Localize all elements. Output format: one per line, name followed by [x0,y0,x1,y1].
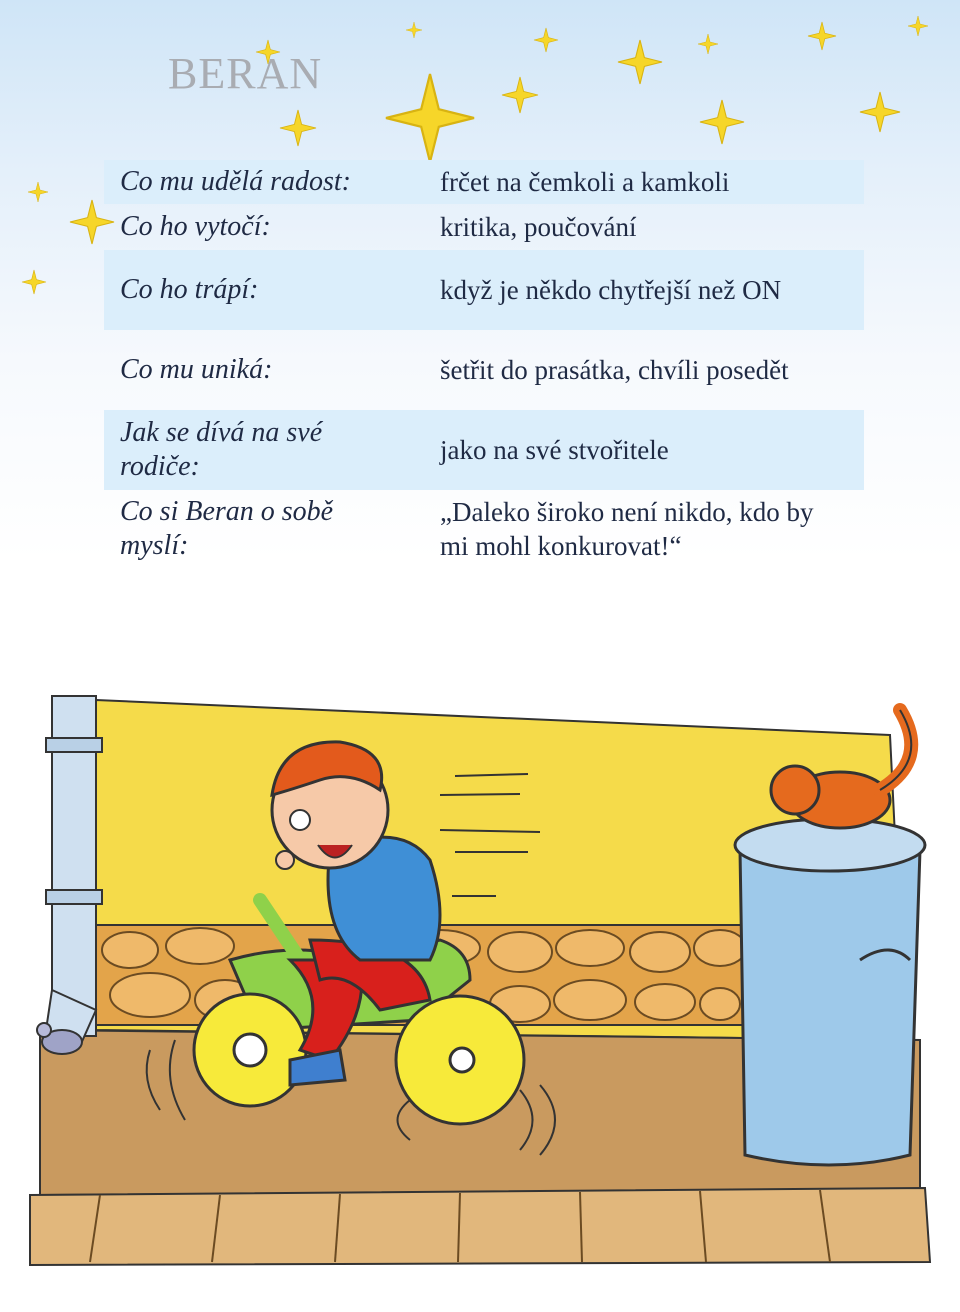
row-label: Co si Beran o sobě myslí: [120,496,334,561]
row-label: Jak se dívá na své rodiče: [120,417,323,482]
row-label: Co mu udělá radost: [120,166,351,197]
row-value: kritika, poučování [440,212,637,242]
row-value: frčet na čemkoli a kamkoli [440,167,730,197]
page-title: BERAN [168,49,323,98]
row-value: „Daleko široko není nikdo, kdo by mi mohl konkurovat!“ [440,497,814,561]
row-value: když je někdo chytřejší než ON [440,275,782,305]
row-label: Co ho trápí: [120,274,259,305]
row-label: Co mu uniká: [120,354,273,385]
row-label: Co ho vytočí: [120,211,271,242]
row-value: jako na své stvořitele [440,435,669,465]
row-value: šetřit do prasátka, chvíli posedět [440,355,789,385]
